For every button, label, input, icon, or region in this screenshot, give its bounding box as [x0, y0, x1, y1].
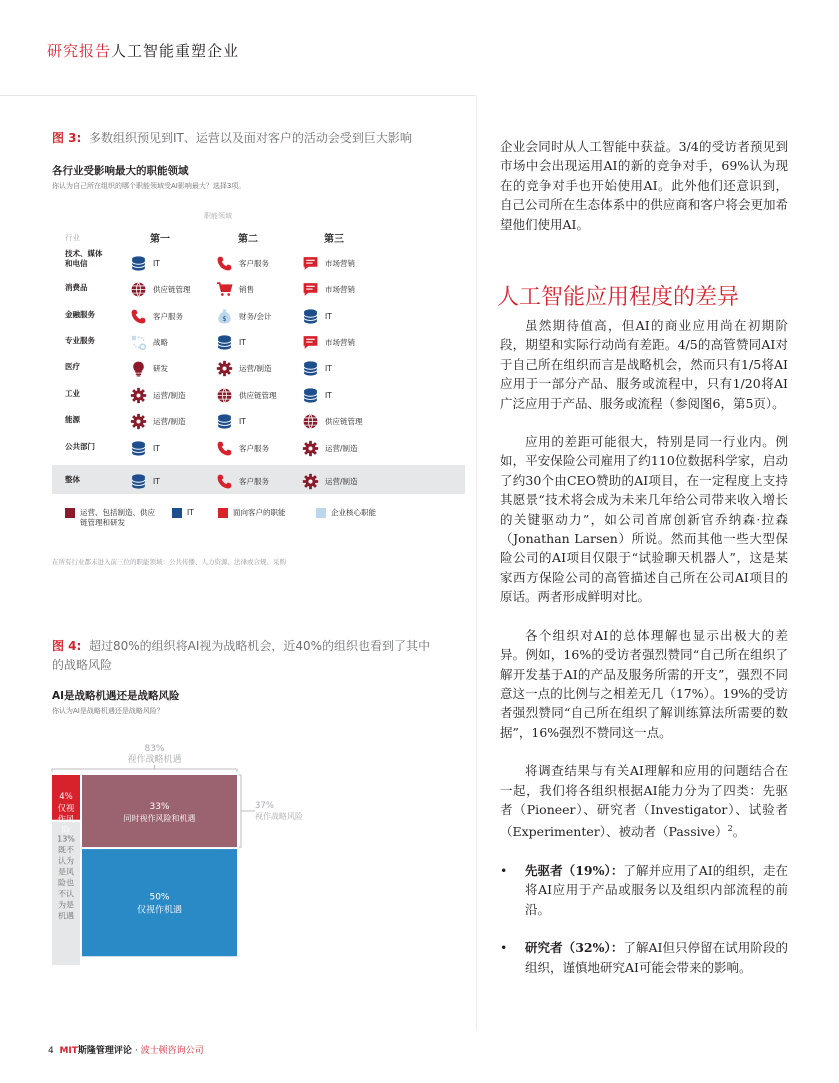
database-icon [130, 473, 153, 490]
gear-icon [216, 360, 239, 377]
legend-label: IT [187, 508, 194, 517]
function-cell [130, 306, 183, 326]
function-label: 销售 [239, 284, 254, 294]
function-label: IT [325, 311, 332, 321]
header-rule [0, 95, 475, 96]
function-label: 供应链管理 [325, 416, 363, 426]
strategy-icon [130, 334, 153, 351]
function-cell [302, 358, 332, 378]
function-cell [302, 306, 332, 326]
function-label: 运营/制造 [153, 390, 186, 400]
opportunity-pct: 50% [149, 892, 170, 903]
function-cell [302, 411, 363, 431]
function-cell [130, 279, 191, 299]
function-label: 运营/制造 [153, 416, 186, 426]
function-cell [216, 471, 269, 491]
database-icon [302, 360, 325, 377]
function-cell [130, 253, 160, 273]
function-label: 客户服务 [153, 311, 183, 321]
function-label: 客户服务 [239, 258, 269, 268]
function-label: 运营/制造 [325, 443, 358, 453]
function-cell [130, 332, 168, 352]
legend-swatch [172, 508, 182, 518]
phone-icon [216, 473, 239, 490]
chat-icon [302, 334, 325, 351]
function-cell [216, 253, 269, 273]
industry-label: 技术、媒体和电信 [65, 249, 103, 268]
paragraph-4-text: 将调查结果与有关AI理解和应用的问题结合在一起，我们将各组织根据AI能力分为了四类：先驱者（Pioneer）、研究者（Investigator）、试验者（Experimenter）、被动者（Passive） [500, 763, 788, 840]
figure3-axis-caption: 职能领域 [204, 212, 232, 220]
legend-it [172, 508, 194, 518]
figure3-col-second: 第二 [238, 234, 258, 245]
risk-bracket [239, 775, 255, 847]
globe-icon [216, 387, 239, 404]
opportunity-total-pct: 83% [144, 744, 165, 754]
function-label: IT [239, 416, 246, 426]
footnote-ref[interactable]: 2 [727, 824, 733, 834]
function-cell [216, 332, 246, 352]
function-cell [130, 358, 168, 378]
figure3-question: 你认为自己所在组织的哪个职能领域受AI影响最大？选择3项。 [52, 182, 246, 190]
industry-label: 专业服务 [65, 336, 95, 345]
page-number: 4 [48, 1046, 54, 1056]
function-cell [130, 438, 160, 458]
section-heading: 人工智能应用程度的差异 [497, 285, 740, 310]
both-label: 同时视作风险和机遇 [123, 814, 196, 824]
function-label: 财务/会计 [239, 311, 272, 321]
chat-icon [302, 281, 325, 298]
function-label: IT [153, 258, 160, 268]
paragraph-2: 应用的差距可能很大，特别是同一行业内。例如，平安保险公司雇用了约110位数据科学家，启动了约30个由CEO赞助的AI项目，在一定程度上支持其愿景“技术将会成为未来几年给公司带来收入增长的关键驱动力”，如公司首席创新官乔纳森·拉森（Jonathan Larsen）所说。然而其他一些大型保险公司的AI项目仅限于“试验聊天机器人”，这是某家西方保险公司的高管描述自己所在公司AI项目的原话。两者形成鲜明对比。 [500, 434, 788, 605]
neither-label: 既不认为是风险也不认为是机遇 [58, 845, 74, 921]
svg-text:$: $ [222, 314, 227, 323]
figure4-caption: 超过80%的组织将AI视为战略机会，近40%的组织也看到了其中的战略风险 [52, 639, 431, 672]
function-cell [302, 438, 358, 458]
figure4-subtitle: AI是战略机遇还是战略风险 [52, 690, 180, 702]
risk-label: 仅视作风险 [57, 804, 75, 836]
figure4-question: 你认为AI是战略机遇还是战略风险？ [52, 707, 164, 715]
function-cell [302, 385, 332, 405]
opportunity-label: 仅视作机遇 [136, 905, 183, 916]
bullet-dot: • [500, 862, 508, 878]
figure3-col-first: 第一 [150, 234, 170, 245]
function-cell [216, 279, 254, 299]
bullet-term: 先驱者（19%）： [525, 862, 624, 878]
globe-icon [130, 281, 153, 298]
industry-label: 整体 [65, 475, 80, 484]
figure3-col-third: 第三 [324, 234, 344, 245]
gear-icon [302, 440, 325, 457]
legend-customer [218, 508, 286, 518]
industry-label: 消费品 [65, 283, 88, 292]
globe-icon [302, 413, 325, 430]
figure3-subtitle: 各行业受影响最大的职能领域 [52, 165, 189, 177]
industry-label: 金融服务 [65, 310, 95, 319]
phone-icon [216, 440, 239, 457]
legend-label: 企业核心职能 [331, 508, 376, 517]
column-divider [476, 95, 477, 1030]
both-pct: 33% [149, 802, 170, 813]
footer-mit: MIT [59, 1046, 78, 1056]
gear-icon [302, 473, 325, 490]
function-label: IT [153, 476, 160, 486]
lightbulb-icon [130, 360, 153, 377]
function-cell [302, 471, 358, 491]
article-body [500, 316, 788, 996]
neither-pct: 13% [57, 834, 75, 844]
paragraph-3: 各个组织对AI的总体理解也显示出极大的差异。例如，16%的受访者强烈赞同“自己所在组织了解开发基于AI的产品及服务所需的开支”，强烈不同意这一点的比例与之相差无几（17%）。19%的受访者强烈赞同“自己所在组织了解训练算法所需要的数据”，16%强烈不赞同这一点。 [500, 627, 788, 740]
figure4-chart [0, 725, 475, 975]
database-icon [302, 308, 325, 325]
bullet-investigator [500, 938, 788, 977]
legend-core [316, 508, 376, 518]
figure3-caption: 多数组织预见到IT、运营以及面对客户的活动会受到巨大影响 [88, 131, 412, 145]
opportunity-bracket [52, 765, 237, 772]
function-label: 市场营销 [325, 258, 355, 268]
database-icon [216, 334, 239, 351]
page-footer [48, 1043, 204, 1056]
function-cell [302, 253, 355, 273]
paragraph-1: 虽然期待值高，但AI的商业应用尚在初期阶段，期望和实际行动尚有差距。4/5的高管赞同AI对于自己所在组织而言是战略机会，然而只有1/5将AI应用于一部分产品、服务或流程中，只有1/20将AI广泛应用于产品、服务或流程（参阅图6，第5页）。 [500, 318, 788, 411]
function-label: 客户服务 [239, 476, 269, 486]
figure3-title [52, 129, 452, 148]
figure3-row-header: 行业 [65, 233, 80, 242]
legend-operations [65, 508, 160, 528]
function-label: 供应链管理 [153, 284, 191, 294]
function-label: IT [325, 363, 332, 373]
page-header [47, 40, 239, 61]
industry-label: 公共部门 [65, 442, 95, 451]
paragraph-4-end: 。 [732, 824, 746, 840]
bullet-pioneer [500, 861, 788, 919]
risk-total-label: 视作战略风险 [255, 812, 303, 822]
function-label: 战略 [153, 337, 168, 347]
function-cell [216, 385, 277, 405]
footer-journal: 斯隆管理评论 [77, 1046, 132, 1056]
gear-icon [130, 387, 153, 404]
industry-label: 能源 [65, 415, 80, 424]
function-cell [216, 358, 272, 378]
function-cell [130, 471, 160, 491]
header-section: 研究报告 [47, 42, 112, 60]
gear-icon [130, 413, 153, 430]
function-label: 运营/制造 [325, 476, 358, 486]
function-cell [216, 438, 269, 458]
function-cell [216, 411, 246, 431]
function-label: 市场营销 [325, 284, 355, 294]
opportunity-total-label: 视作战略机遇 [127, 755, 182, 765]
cart-icon [216, 281, 239, 298]
footer-sep: · [134, 1046, 138, 1056]
function-label: 运营/制造 [239, 363, 272, 373]
function-label: IT [239, 337, 246, 347]
legend-swatch [218, 508, 228, 518]
function-label: IT [153, 443, 160, 453]
figure4-title [52, 637, 432, 675]
risk-pct: 4% [59, 792, 73, 802]
legend-label: 面向客户的职能 [233, 508, 286, 517]
legend-label: 运营、包括制造、供应链管理和研发 [80, 508, 155, 527]
footer-bcg: 波士顿咨询公司 [140, 1046, 204, 1056]
industry-label: 医疗 [65, 362, 80, 371]
database-icon [130, 255, 153, 272]
function-label: 研发 [153, 363, 168, 373]
legend-swatch [65, 508, 75, 518]
article-intro: 企业会同时从人工智能中获益。3/4的受访者预见到市场中会出现运用AI的新的竞争对手，69%认为现在的竞争对手也开始使用AI。此外他们还意识到，自己公司所在生态体系中的供应商和客户将会更加希望他们使用AI。 [500, 139, 788, 232]
industry-label: 工业 [65, 389, 80, 398]
paragraph-4 [500, 761, 788, 842]
function-label: 市场营销 [325, 337, 355, 347]
function-cell [216, 306, 272, 326]
bullet-text: 了解AI但只停留在试用阶段的组织，谨慎地研究AI可能会带来的影响。 [525, 940, 789, 975]
phone-icon [216, 255, 239, 272]
figure3-footnote: 在所有行业都未进入前三位的职能领域：公共传播、人力资源、法律或合规、采购 [52, 558, 286, 566]
chat-icon [302, 255, 325, 272]
function-label: 客户服务 [239, 443, 269, 453]
header-title: 人工智能重塑企业 [111, 42, 240, 60]
database-icon [130, 440, 153, 457]
function-cell [302, 279, 355, 299]
bullet-term: 研究者（32%）： [525, 940, 624, 956]
legend-swatch [316, 508, 326, 518]
function-label: IT [325, 390, 332, 400]
figure3-label: 图 3: [52, 131, 82, 145]
bullet-dot: • [500, 940, 508, 956]
function-cell [302, 332, 355, 352]
function-cell [130, 385, 186, 405]
database-icon [302, 387, 325, 404]
figure4-label: 图 4: [52, 639, 82, 653]
phone-icon [130, 308, 153, 325]
function-label: 供应链管理 [239, 390, 277, 400]
risk-total-pct: 37% [255, 801, 274, 812]
function-cell [130, 411, 186, 431]
moneybag-icon [216, 308, 239, 325]
bullet-text: 了解并应用了AI的组织，走在将AI应用于产品或服务以及组织内部流程的前沿。 [525, 862, 789, 917]
database-icon [216, 413, 239, 430]
